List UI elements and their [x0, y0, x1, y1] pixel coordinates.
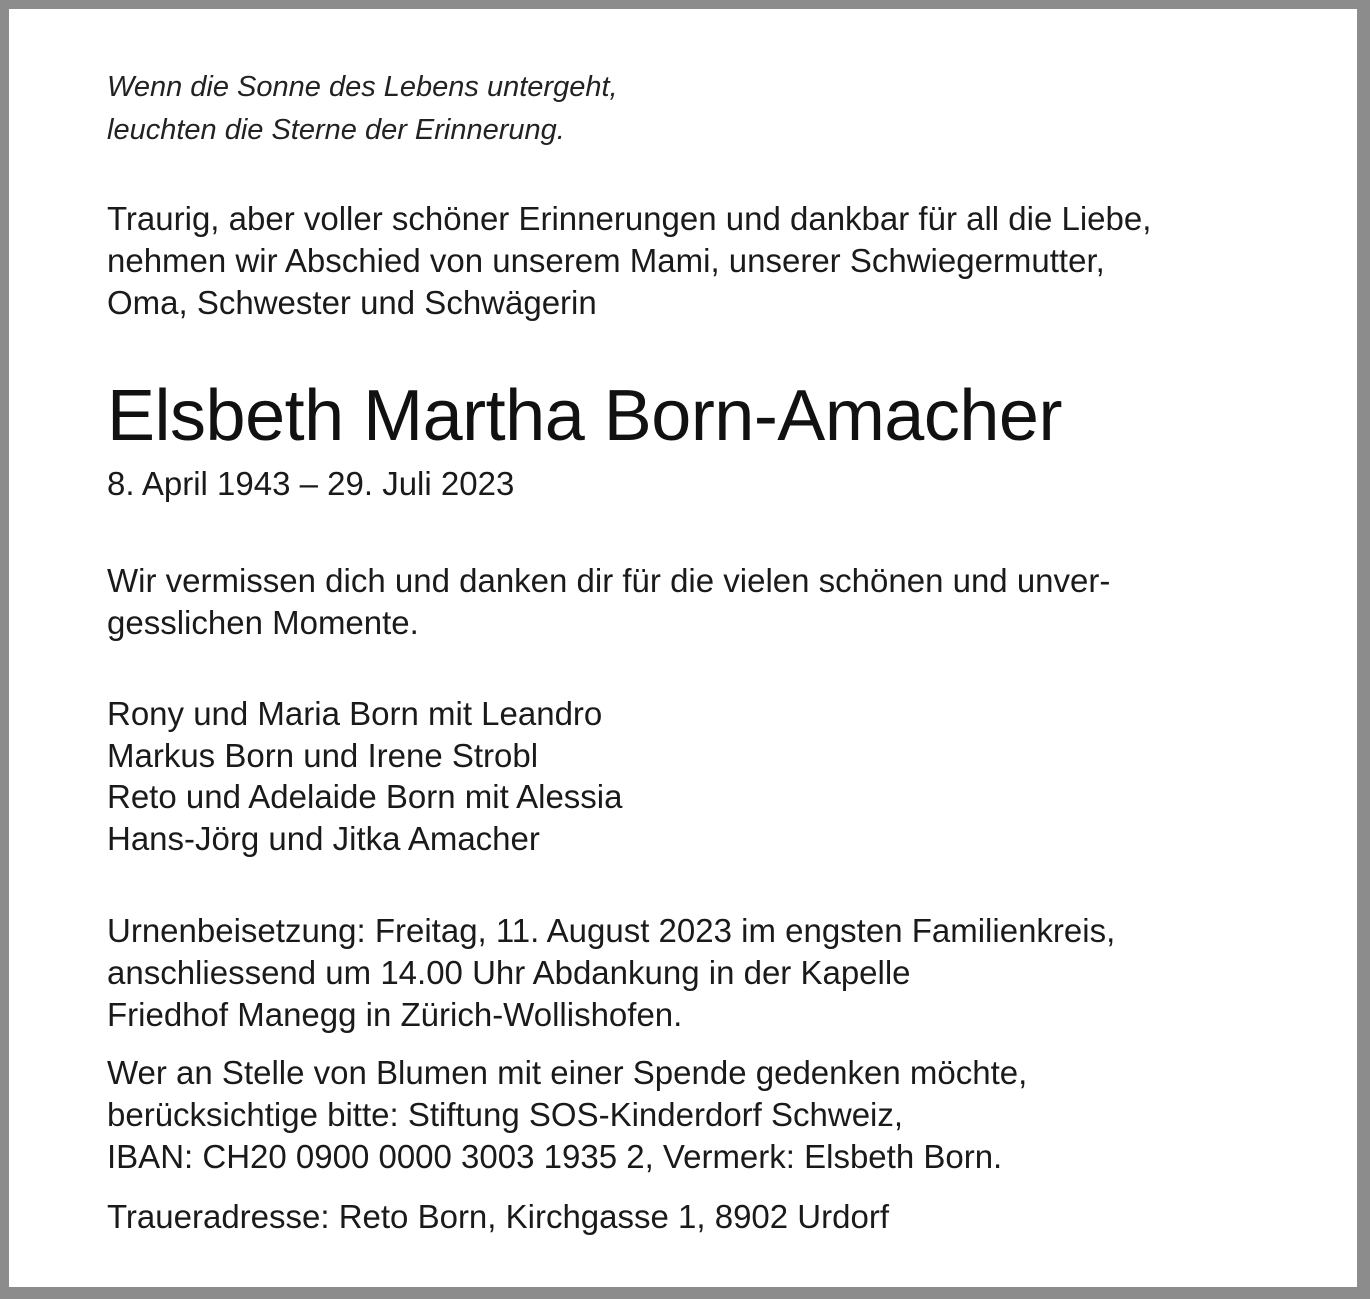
thanks-line: Wir vermissen dich und danken dir für die vielen schönen und unver- [107, 562, 1111, 599]
thanks-paragraph [107, 560, 1110, 644]
intro-line: Oma, Schwester und Schwägerin [107, 284, 597, 321]
donation-line: berücksichtige bitte: Stiftung SOS-Kinderdorf Schweiz, [107, 1096, 904, 1133]
motto-line: Wenn die Sonne des Lebens untergeht, [107, 71, 618, 103]
service-line: anschliessend um 14.00 Uhr Abdankung in der Kapelle [107, 954, 911, 991]
mourner-entry: Markus Born und Irene Strobl [107, 736, 539, 774]
intro-paragraph [107, 198, 1151, 324]
motto-line: leuchten die Sterne der Erinnerung. [107, 114, 565, 146]
deceased-name: Elsbeth Martha Born-Amacher [107, 376, 1062, 456]
intro-line: nehmen wir Abschied von unserem Mami, unserer Schwiegermutter, [107, 242, 1105, 279]
service-line: Urnenbeisetzung: Freitag, 11. August 2023 im engsten Familienkreis, [107, 912, 1116, 949]
mourner-entry: Reto und Adelaide Born mit Alessia [107, 778, 623, 815]
thanks-line: gesslichen Momente. [107, 604, 419, 641]
mourning-address: Traueradresse: Reto Born, Kirchgasse 1, 8902 Urdorf [107, 1198, 889, 1235]
donation-line: Wer an Stelle von Blumen mit einer Spende gedenken möchte, [107, 1054, 1028, 1091]
service-info [107, 910, 1115, 1036]
obituary-card [9, 9, 1357, 1287]
life-dates: 8. April 1943 – 29. Juli 2023 [107, 465, 515, 502]
intro-line: Traurig, aber voller schöner Erinnerungen und dankbar für all die Liebe, [107, 200, 1152, 237]
mourners-list [107, 693, 622, 859]
mourner-entry: Hans-Jörg und Jitka Amacher [107, 819, 540, 857]
donation-info [107, 1052, 1027, 1178]
service-line: Friedhof Manegg in Zürich-Wollishofen. [107, 996, 683, 1033]
donation-line: IBAN: CH20 0900 0000 3003 1935 2, Vermerk: Elsbeth Born. [107, 1138, 1003, 1175]
mourner-entry: Rony und Maria Born mit Leandro [107, 695, 603, 732]
motto-quote [107, 66, 618, 152]
